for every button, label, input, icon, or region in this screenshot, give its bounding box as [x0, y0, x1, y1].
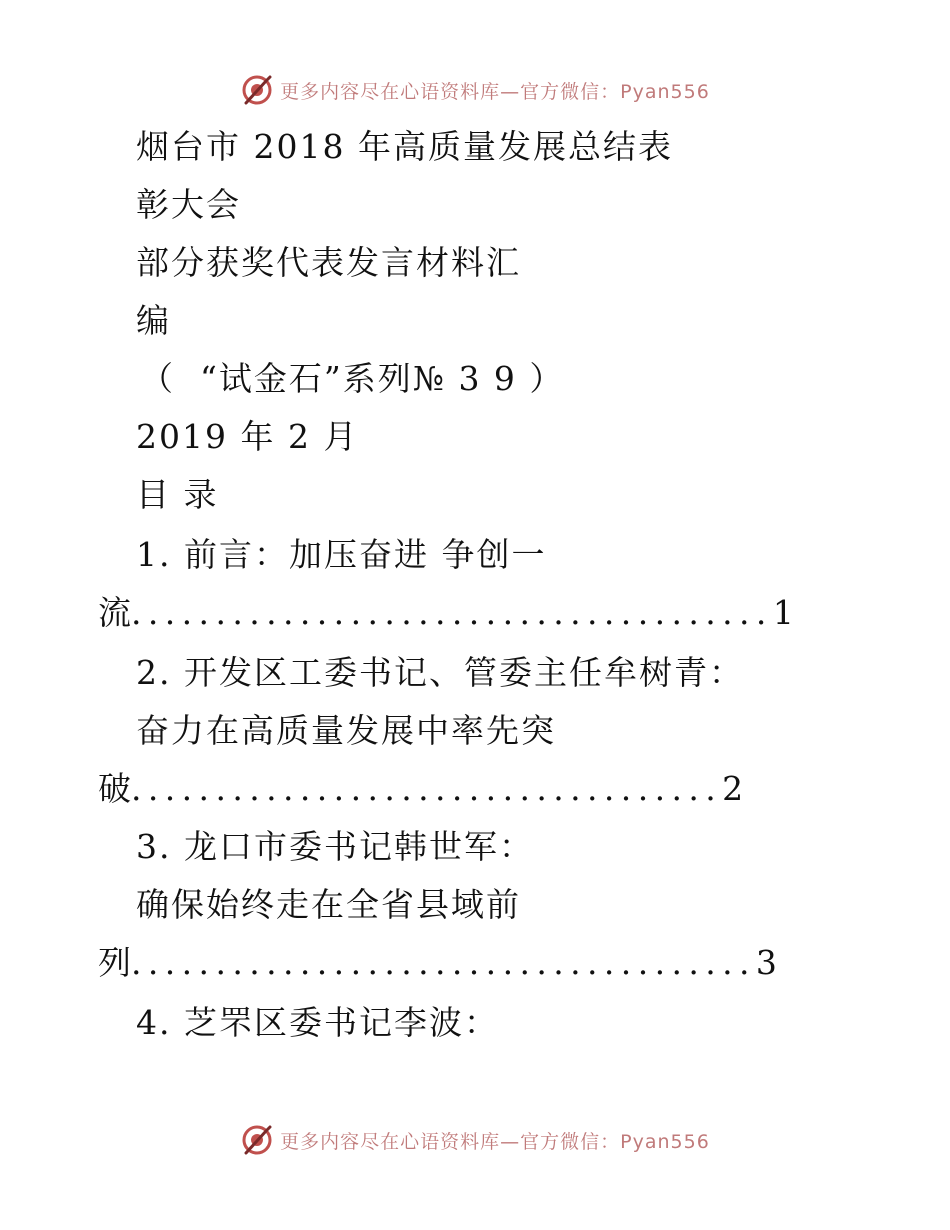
toc-entry-2-leader[interactable] [98, 769, 743, 809]
toc-entry-3-dots: ..................................... [131, 943, 756, 982]
toc-entry-1-title: 1. 前言：加压奋进 争创一 [136, 535, 547, 574]
toc-entry-1-last-char: 流 [98, 593, 131, 632]
toc-entry-3-last-char: 列 [98, 943, 131, 982]
toc-entry-2-last-char: 破 [98, 769, 131, 808]
toc-entry-2-subtitle: 奋力在高质量发展中率先突 [136, 711, 556, 750]
document-title-line-2: 彰大会 [136, 185, 241, 224]
footer-watermark [0, 1120, 950, 1160]
toc-entry-2-dots: ................................... [131, 769, 723, 808]
toc-entry-2-title: 2. 开发区工委书记、管委主任牟树青： [136, 653, 744, 692]
toc-entry-3-page: 3 [755, 943, 777, 982]
toc-entry-3-leader[interactable] [98, 943, 777, 983]
toc-heading: 目 录 [136, 475, 219, 514]
toc-entry-4-title: 4. 芝罘区委书记李波： [136, 1003, 499, 1042]
watermark-text: 更多内容尽在心语资料库—官方微信：Pyan556 [280, 1130, 710, 1153]
watermark-text: 更多内容尽在心语资料库—官方微信：Pyan556 [280, 80, 710, 103]
document-title-line-3: 部分获奖代表发言材料汇 [136, 243, 521, 282]
quill-seal-icon [240, 1123, 274, 1157]
toc-entry-1-dots: ...................................... [131, 593, 773, 632]
toc-entry-3-subtitle: 确保始终走在全省县域前 [136, 885, 521, 924]
toc-entry-3-title: 3. 龙口市委书记韩世军： [136, 827, 534, 866]
toc-entry-2-page: 2 [722, 769, 744, 808]
document-date: 2019 年 2 月 [136, 417, 359, 456]
series-number: （ “试金石”系列№ 3 9 ） [140, 359, 565, 398]
document-title-line-4: 编 [136, 301, 171, 340]
header-watermark [0, 70, 950, 110]
quill-seal-icon [240, 73, 274, 107]
document-title-line-1: 烟台市 2018 年高质量发展总结表 [136, 127, 673, 166]
toc-entry-1-leader[interactable] [98, 593, 794, 633]
toc-entry-1-page: 1 [772, 593, 794, 632]
